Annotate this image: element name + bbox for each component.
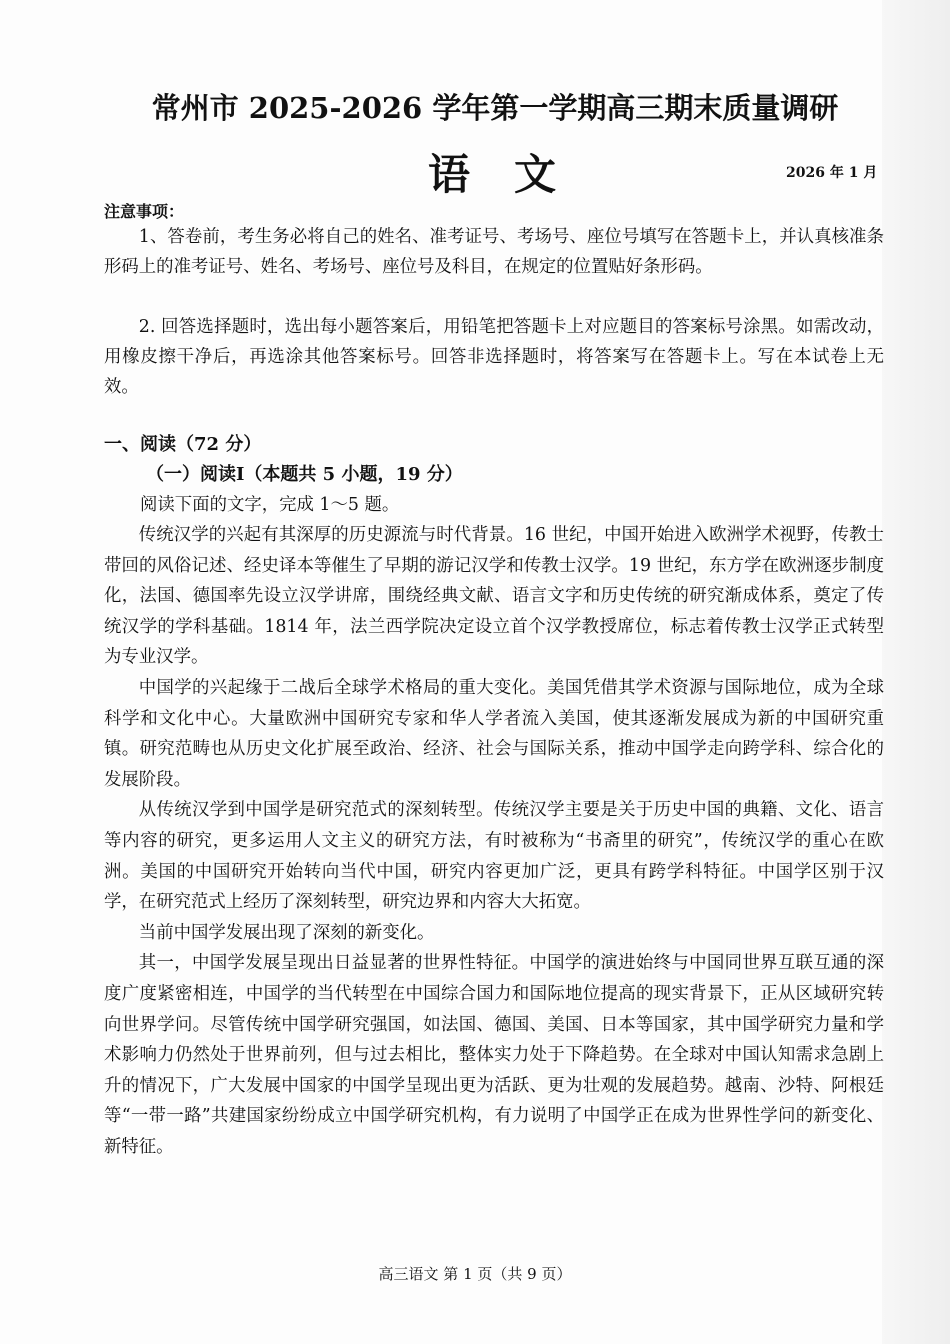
subject-title: 语文: [428, 150, 601, 199]
page-edge-shadow: [882, 0, 950, 1344]
passage-paragraph-2: 中国学的兴起缘于二战后全球学术格局的重大变化。美国凭借其学术资源与国际地位，成为全球科学和文化中心。大量欧洲中国研究专家和华人学者流入美国，使其逐渐发展成为新的中国研究重镇。研究范畴也从历史文化扩展至政治、经济、社会与国际关系，推动中国学走向跨学科、综合化的发展阶段。: [104, 677, 884, 790]
passage-paragraph-3: 从传统汉学到中国学是研究范式的深刻转型。传统汉学主要是关于历史中国的典籍、文化、语言等内容的研究，更多运用人文主义的研究方法，有时被称为“书斋里的研究”，传统汉学的重心在欧洲。美国的中国研究开始转向当代中国，研究内容更加广泛，更具有跨学科特征。中国学区别于汉学，在研究范式上经历了深刻转型，研究边界和内容大大拓宽。: [104, 800, 884, 913]
reading-passage: [104, 520, 884, 1225]
notice-item-1-text: 1、答卷前，考生务必将自己的姓名、准考证号、考场号、座位号填写在答题卡上，并认真核准条形码上的准考证号、姓名、考场号、座位号及科目，在规定的位置贴好条形码。: [104, 227, 884, 277]
exam-title: 常州市 2025-2026 学年第一学期高三期末质量调研: [151, 91, 839, 125]
passage-paragraph-1: 传统汉学的兴起有其深厚的历史源流与时代背景。16 世纪，中国开始进入欧洲学术视野，传教士带回的风俗记述、经史译本等催生了早期的游记汉学和传教士汉学。19 世纪，东方学在欧洲逐步制度化，法国、德国率先设立汉学讲席，围绕经典文献、语言文字和历史传统的研究渐成体系，奠定了传统汉学的学科基础。1814 年，法兰西学院决定设立首个汉学教授席位，标志着传教士汉学正式转型为专业汉学。: [104, 525, 884, 668]
notice-item-2-text: 2. 回答选择题时，选出每小题答案后，用铅笔把答题卡上对应题目的答案标号涂黑。如需改动，用橡皮擦干净后，再选涂其他答案标号。回答非选择题时，将答案写在答题卡上。写在本试卷上无效。: [104, 317, 884, 397]
reading-instruction: 阅读下面的文字，完成 1～5 题。: [140, 495, 400, 515]
subsection-heading: （一）阅读Ⅰ（本题共 5 小题，19 分）: [146, 464, 463, 485]
passage-paragraph-5: 其一，中国学发展呈现出日益显著的世界性特征。中国学的演进始终与中国同世界互联互通的深度广度紧密相连，中国学的当代转型在中国综合国力和国际地位提高的现实背景下，正从区域研究转向世界学问。尽管传统中国学研究强国，如法国、德国、美国、日本等国家，其中国学研究力量和学术影响力仍然处于世界前列，但与过去相比，整体实力处于下降趋势。在全球对中国认知需求急剧上升的情况下，广大发展中国家的中国学呈现出更为活跃、更为壮观的发展趋势。越南、沙特、阿根廷等“一带一路”共建国家纷纷成立中国学研究机构，有力说明了中国学正在成为世界性学问的新变化、新特征。: [104, 953, 884, 1157]
exam-date: 2026 年 1 月: [786, 165, 878, 181]
section-heading: 一、阅读（72 分）: [104, 434, 262, 455]
notice-item-2: [104, 312, 884, 404]
page-footer: 高三语文 第 1 页（共 9 页）: [378, 1265, 572, 1283]
notice-heading: 注意事项：: [104, 202, 185, 221]
notice-item-1: [104, 222, 884, 314]
passage-paragraph-4: 当前中国学发展出现了深刻的新变化。: [138, 922, 435, 943]
